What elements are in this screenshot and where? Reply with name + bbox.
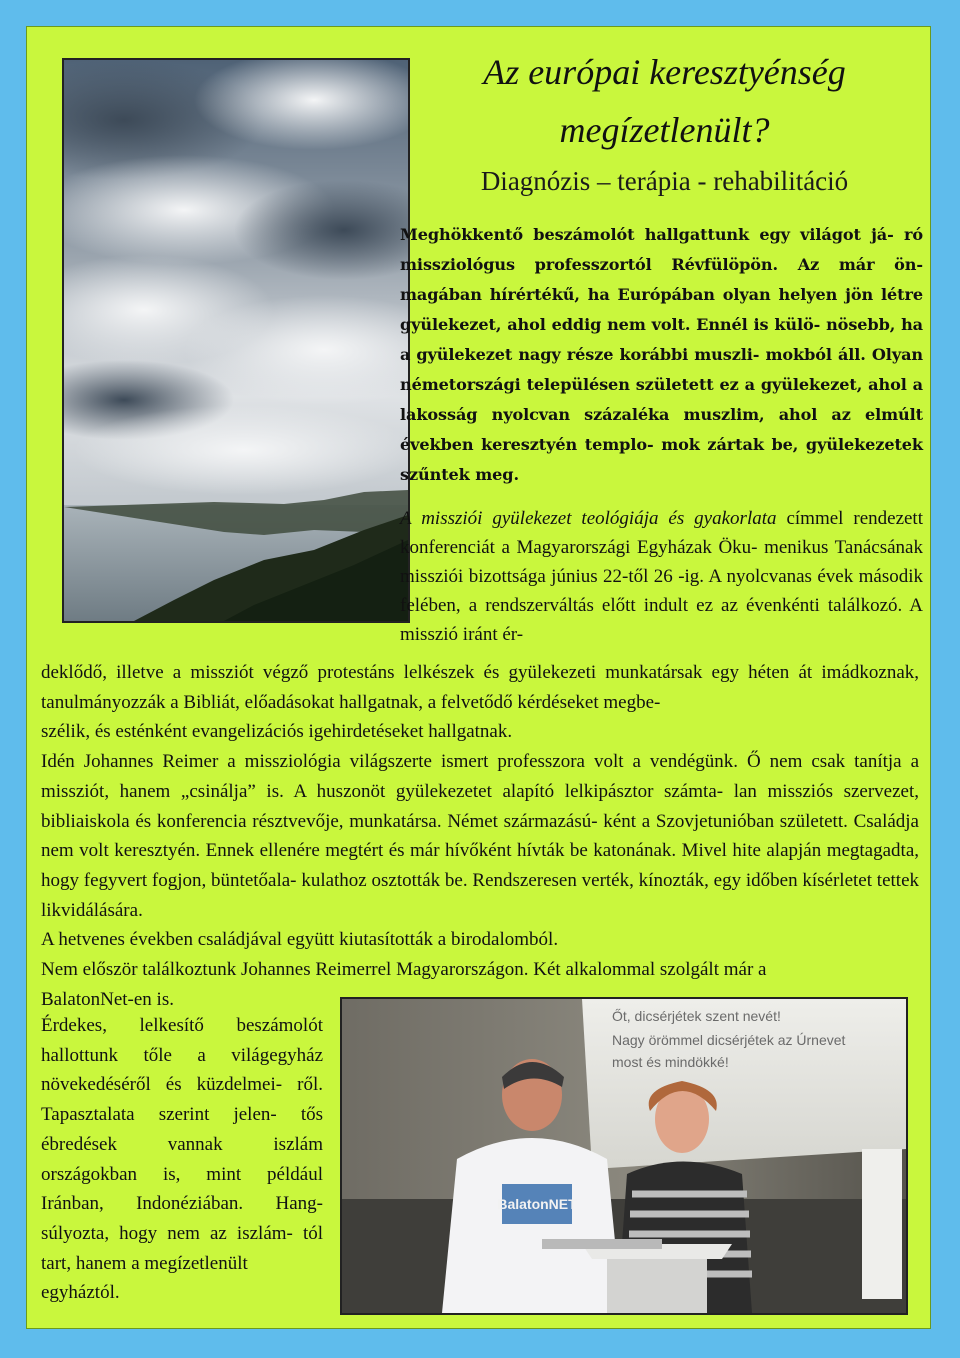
paragraph-line: tős ébredések vannak iszlám <box>41 1104 323 1155</box>
paragraph-line: Nem először találkoztunk Johannes Reimerrel Magyarországon. Két alkalommal szolgált már a <box>41 959 767 981</box>
paragraph-line: csak tanítja a missziót, hanem „csinálja” is. A huszonöt gyülekezetet alapító lelkipásztor számta- <box>41 751 919 802</box>
lead-line: létre gyülekezet, ahol eddig nem volt. Ennél is külö- <box>400 285 923 334</box>
title-line: Az európai keresztyénség <box>483 52 846 92</box>
conference-speakers-photo <box>340 997 908 1315</box>
paragraph-line: előtt indult ez az évenkénti találkozó. A misszió iránt ér- <box>400 595 923 645</box>
paragraph-line: -ig. A nyolcvanas évek második felében, a rendszerváltás <box>400 566 923 616</box>
slide-text: Nagy örömmel dicsérjétek az Úrnevet <box>612 1032 846 1048</box>
paragraph-line: menikus Tanácsának missziói bizottsága június 22-től 26 <box>400 537 923 587</box>
paragraph-line: Idén Johannes Reimer a missziológia világszerte ismert professzora volt a vendégünk. Ő nem <box>41 751 803 773</box>
slide-text: most és mindökké! <box>612 1054 729 1070</box>
closing-paragraph <box>41 1011 323 1308</box>
paragraph-line: Iránban, Indonéziában. Hang- <box>41 1193 323 1215</box>
lead-line: ez a gyülekezet, ahol a lakosság nyolcvan százaléka <box>400 375 923 424</box>
paragraph-line: lan missziós szervezet, bibliaiskola és konferencia résztvevője, munkatársa. Német származású- <box>41 780 919 832</box>
paragraph-line: imádkoznak, tanulmányozzák a Bibliát, előadásokat hallgatnak, a felvetődő kérdéseket megbe- <box>41 662 919 713</box>
lead-line: muszlim, ahol az elmúlt években keresztyén templo- <box>400 405 923 454</box>
lead-line: ró missziológus professzortól Révfülöpön. Az már ön- <box>400 225 923 274</box>
lead-line: mokból áll. Olyan németországi településen született <box>400 345 923 394</box>
paragraph-line: kulathoz osztották be. Rendszeresen verték, kínozták, egy időben kísérletet tettek likvidálására. <box>41 869 919 921</box>
article-subtitle: Diagnózis – terápia - rehabilitáció <box>480 166 849 196</box>
paragraph-text: címmel <box>776 508 844 529</box>
speakers-image <box>342 999 906 1313</box>
paragraph-line: rendezett konferenciát a Magyarországi Egyházak Öku- <box>400 508 923 558</box>
conference-paragraph <box>400 504 923 649</box>
paragraph-line: ként a Szovjetunióban született. Családja nem volt keresztyén. Ennek ellenére megtért és már <box>41 810 919 862</box>
conference-title: A missziói gyülekezet teológiája és gyakorlata <box>400 508 777 529</box>
paragraph-line: szélik, és esténként evangelizációs igehirdetéseket hallgatnak. <box>41 721 513 743</box>
paragraph-line: országokban is, mint például <box>41 1163 323 1185</box>
paragraph-line: A hetvenes években családjával együtt kiutasították a birodalomból. <box>41 929 559 951</box>
article-title <box>417 43 912 159</box>
shirt-logo-text: BalatonNET <box>497 1196 577 1212</box>
newsletter-page <box>26 26 931 1329</box>
paragraph-line: ről. Tapasztalata szerint jelen- <box>41 1074 324 1126</box>
lead-line: mok zártak be, gyülekezetek szűntek meg. <box>400 435 923 484</box>
paragraph-line: deklődő, illetve a missziót végző protestáns lelkészek és gyülekezeti munkatársak egy héten át <box>41 662 813 683</box>
slide-text: Őt, dicsérjétek szent nevét! <box>612 1008 781 1024</box>
lake-landscape-image <box>64 60 408 621</box>
paragraph-line: hívőként hívták be katonának. Mivel hite alapján megtagadta, hogy fegyvert fogjon, büntetőala- <box>41 840 920 891</box>
lake-landscape-photo <box>62 58 410 623</box>
lead-line: Meghökkentő beszámolót hallgattunk egy világot já- <box>400 225 894 244</box>
title-line: megízetlenült? <box>559 110 770 150</box>
lead-line: nösebb, ha a gyülekezet nagy része korábbi muszli- <box>400 315 923 364</box>
paragraph-line: BalatonNet-en is. <box>41 988 174 1010</box>
lead-line: magában hírértékű, ha Európában olyan helyen jön <box>400 285 874 304</box>
paragraph-line: tól tart, hanem a megízetlenült <box>41 1222 323 1274</box>
lead-paragraph <box>400 220 923 490</box>
paragraph-line: súlyozta, hogy nem az iszlám- <box>41 1222 293 1244</box>
body-text <box>41 658 919 1014</box>
paragraph-line: növekedéséről és küzdelmei- <box>41 1074 283 1096</box>
paragraph-line: Érdekes, lelkesítő beszámolót <box>41 1015 323 1036</box>
paragraph-line: egyháztól. <box>41 1282 120 1304</box>
paragraph-line: hallottunk tőle a világegyház <box>41 1044 323 1066</box>
